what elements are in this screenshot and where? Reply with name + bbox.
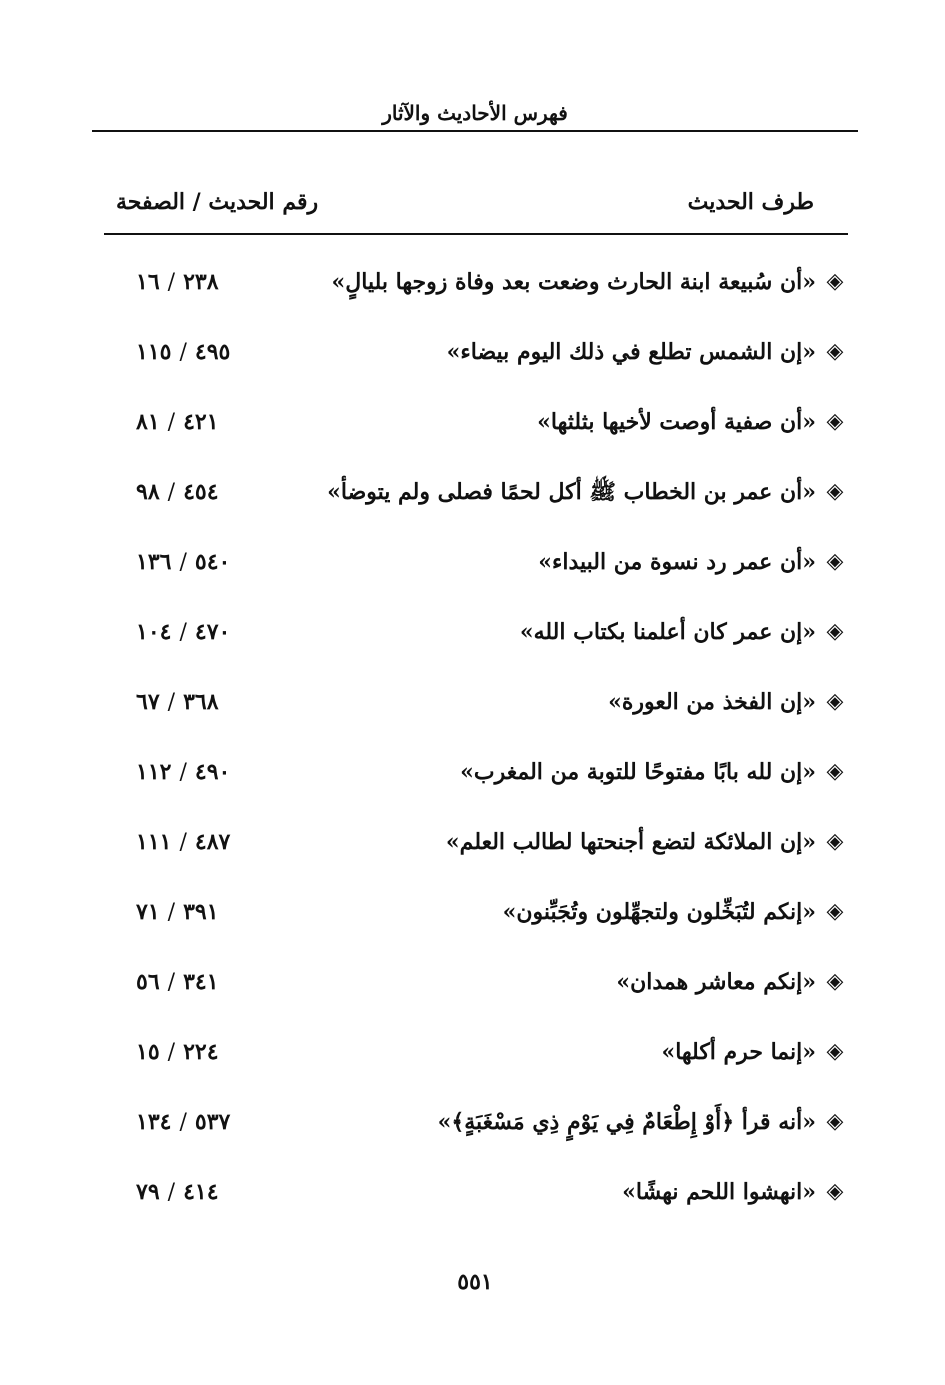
hadith-number: ١٥ [136, 1039, 160, 1065]
hadith-text: «أن عمر بن الخطاب ﷺ أكل لحمًا فصلى ولم يتوضأ» [327, 479, 816, 505]
reference-separator: / [167, 900, 176, 925]
hadith-text: «أنه قرأ ﴿أَوْ إِطْعَامٌ فِي يَوْمٍ ذِي مَسْغَبَةٍ﴾» [437, 1109, 816, 1135]
header-rule [92, 130, 858, 132]
hadith-reference [136, 613, 286, 652]
hadith-text: «انهشوا اللحم نهشًا» [622, 1179, 816, 1205]
index-entry [104, 319, 848, 389]
reference-separator: / [179, 1110, 187, 1135]
index-entry [104, 949, 848, 1019]
diamond-dot-icon: ◈ [826, 899, 844, 924]
diamond-dot-icon: ◈ [826, 409, 844, 434]
diamond-dot-icon: ◈ [826, 969, 844, 994]
hadith-index-list [104, 249, 848, 1229]
hadith-reference [136, 823, 286, 862]
index-entry [104, 739, 848, 809]
hadith-reference [136, 1173, 286, 1212]
hadith-text: «إن الشمس تطلع في ذلك اليوم بيضاء» [446, 339, 816, 365]
diamond-dot-icon: ◈ [826, 829, 844, 854]
page-reference: ٤٩٥ [194, 339, 231, 365]
hadith-reference [136, 543, 286, 582]
page-number: ٥٥١ [457, 1269, 493, 1295]
hadith-text: «إن عمر كان أعلمنا بكتاب الله» [519, 619, 816, 645]
hadith-number: ١١١ [136, 829, 172, 855]
diamond-dot-icon: ◈ [826, 1039, 844, 1064]
hadith-number: ٨١ [136, 409, 160, 435]
hadith-reference [136, 683, 286, 722]
hadith-reference [136, 1103, 286, 1142]
column-header-rule [104, 233, 848, 235]
hadith-text: «أن صفية أوصت لأخيها بثلثها» [537, 409, 816, 435]
hadith-number: ١١٥ [136, 339, 172, 365]
diamond-dot-icon: ◈ [826, 269, 844, 294]
diamond-dot-icon: ◈ [826, 619, 844, 644]
hadith-reference [136, 963, 286, 1002]
reference-separator: / [179, 620, 187, 645]
column-headers [104, 184, 848, 220]
reference-separator: / [179, 760, 187, 785]
diamond-dot-icon: ◈ [826, 1109, 844, 1134]
page-reference: ٤٩٠ [194, 759, 231, 785]
hadith-number: ٥٦ [136, 969, 160, 995]
hadith-number: ١٣٤ [136, 1109, 172, 1135]
hadith-reference [136, 1033, 286, 1072]
hadith-reference [136, 403, 286, 442]
hadith-number: ١١٢ [136, 759, 172, 785]
reference-separator: / [167, 1040, 176, 1065]
reference-separator: / [167, 410, 176, 435]
hadith-number: ٧٩ [136, 1179, 160, 1205]
hadith-text: «إنكم معاشر همدان» [616, 969, 816, 995]
page-reference: ٢٣٨ [183, 269, 219, 295]
index-entry [104, 1089, 848, 1159]
hadith-text: «إن لله بابًا مفتوحًا للتوبة من المغرب» [460, 759, 816, 785]
index-entry [104, 669, 848, 739]
index-entry [104, 599, 848, 669]
hadith-reference [136, 893, 286, 932]
index-entry [104, 1159, 848, 1229]
page-reference: ٤١٤ [183, 1179, 219, 1205]
diamond-dot-icon: ◈ [826, 339, 844, 364]
diamond-dot-icon: ◈ [826, 549, 844, 574]
index-entry [104, 879, 848, 949]
hadith-reference [136, 473, 286, 512]
diamond-dot-icon: ◈ [826, 759, 844, 784]
page-reference: ٤٧٠ [194, 619, 231, 645]
hadith-number: ٦٧ [136, 689, 160, 715]
hadith-text: «إنما حرم أكلها» [661, 1039, 816, 1065]
hadith-number: ١٠٤ [136, 619, 172, 645]
hadith-number: ١٦ [136, 269, 160, 295]
hadith-reference [136, 333, 286, 372]
hadith-reference [136, 263, 286, 302]
column-header-number-page: رقم الحديث / الصفحة [116, 189, 319, 215]
index-entry [104, 389, 848, 459]
hadith-text: «أن عمر رد نسوة من البيداء» [538, 549, 816, 575]
reference-separator: / [179, 830, 187, 855]
index-entry [104, 1019, 848, 1089]
page-reference: ٤٥٤ [183, 479, 219, 505]
reference-separator: / [167, 970, 176, 995]
hadith-number: ٩٨ [136, 479, 160, 505]
column-header-hadith: طرف الحديث [687, 189, 814, 215]
index-entry [104, 529, 848, 599]
diamond-dot-icon: ◈ [826, 479, 844, 504]
reference-separator: / [179, 340, 187, 365]
page-reference: ٢٢٤ [183, 1039, 219, 1065]
hadith-text: «أن سُبيعة ابنة الحارث وضعت بعد وفاة زوجها بليالٍ» [331, 269, 816, 295]
reference-separator: / [167, 480, 176, 505]
hadith-text: «إن الفخذ من العورة» [608, 689, 816, 715]
diamond-dot-icon: ◈ [826, 1179, 844, 1204]
page-reference: ٣٤١ [183, 969, 219, 995]
page-reference: ٥٤٠ [194, 549, 231, 575]
hadith-text: «إنكم لتُبَخِّلون ولتجهِّلون وتُجَبِّنون» [502, 899, 816, 925]
reference-separator: / [167, 270, 176, 295]
reference-separator: / [167, 690, 176, 715]
page-reference: ٤٢١ [183, 409, 219, 435]
page-reference: ٣٩١ [183, 899, 219, 925]
reference-separator: / [167, 1180, 176, 1205]
running-title: فهرس الأحاديث والآثار [382, 101, 568, 125]
hadith-number: ٧١ [136, 899, 160, 925]
page-reference: ٤٨٧ [194, 829, 231, 855]
hadith-reference [136, 753, 286, 792]
index-entry [104, 249, 848, 319]
page-reference: ٣٦٨ [183, 689, 219, 715]
diamond-dot-icon: ◈ [826, 689, 844, 714]
page-reference: ٥٣٧ [194, 1109, 231, 1135]
index-entry [104, 809, 848, 879]
hadith-text: «إن الملائكة لتضع أجنحتها لطالب العلم» [445, 829, 816, 855]
reference-separator: / [179, 550, 187, 575]
hadith-number: ١٣٦ [136, 549, 172, 575]
index-entry [104, 459, 848, 529]
